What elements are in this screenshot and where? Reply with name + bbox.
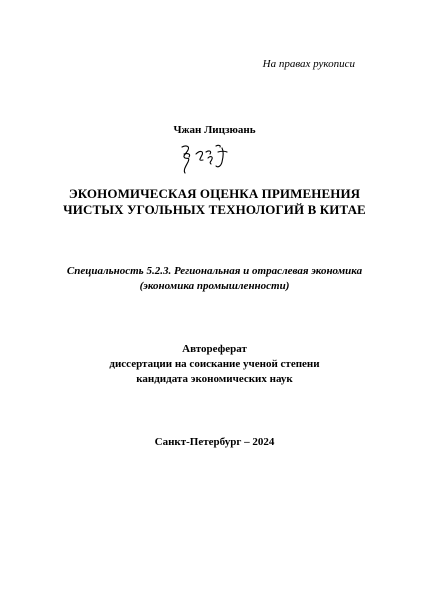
- title-line-2: ЧИСТЫХ УГОЛЬНЫХ ТЕХНОЛОГИЙ В КИТАЕ: [63, 202, 366, 217]
- signature-icon: [176, 140, 236, 176]
- specialty-line-2: (экономика промышленности): [139, 280, 290, 292]
- abstract-line-2: диссертации на соискание ученой степени: [109, 358, 320, 370]
- abstract-heading: Автореферат: [182, 343, 247, 355]
- author-name: Чжан Лицзюань: [173, 124, 256, 136]
- title-line-1: ЭКОНОМИЧЕСКАЯ ОЦЕНКА ПРИМЕНЕНИЯ: [68, 186, 361, 201]
- abstract-line-3: кандидата экономических наук: [136, 373, 293, 385]
- place-year: Санкт-Петербург – 2024: [154, 436, 275, 448]
- specialty-line-1: Специальность 5.2.3. Региональная и отраслевая экономика: [66, 265, 363, 277]
- rights-note: На правах рукописи: [262, 58, 355, 70]
